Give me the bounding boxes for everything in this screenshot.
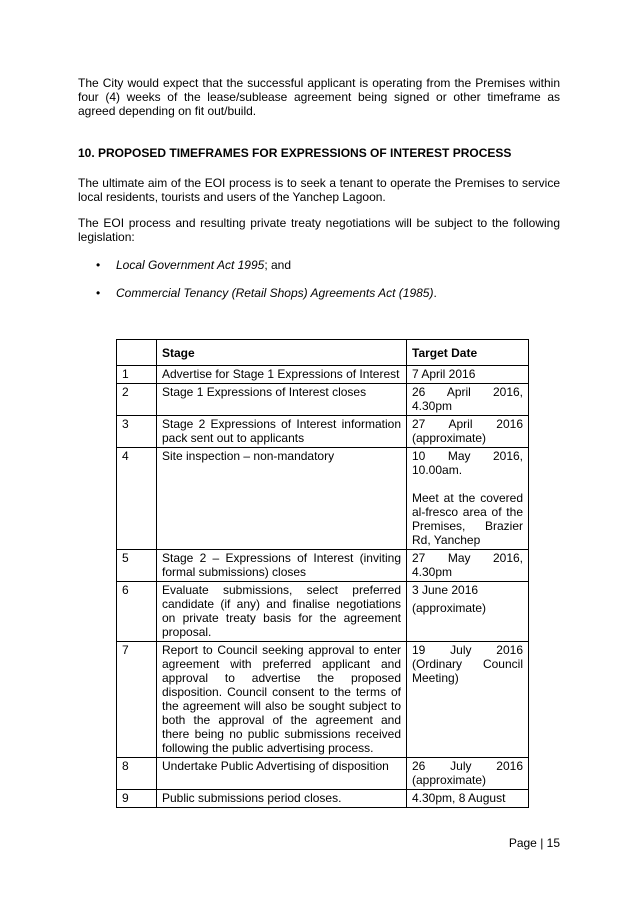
row-date: 26 July 2016 (approximate) [407,758,529,790]
row-number: 8 [117,758,157,790]
page-number: Page | 15 [508,836,560,850]
row-stage: Evaluate submissions, select preferred candidate (if any) and finalise negotiations on private treaty basis for the agreement proposal. [157,582,407,642]
row-number: 9 [117,790,157,808]
row-stage: Undertake Public Advertising of disposition [157,758,407,790]
header-stage: Stage [157,340,407,366]
row-number: 1 [117,366,157,384]
table-row [117,582,529,642]
row-date: 27 April 2016 (approximate) [407,416,529,448]
row-number: 2 [117,384,157,416]
table-row [117,790,529,808]
row-number: 5 [117,550,157,582]
aim-paragraph: The ultimate aim of the EOI process is to seek a tenant to operate the Premises to service local residents, tourists and users of the Yanchep Lagoon. [78,176,560,204]
row-stage: Public submissions period closes. [157,790,407,808]
row-stage: Site inspection – non-mandatory [157,448,407,550]
row-date: 10 May 2016, 10.00am. [412,449,523,477]
row-stage: Report to Council seeking approval to enter agreement with preferred applicant and approval to advertise the proposed disposition. Council consent to the terms of the agreement will also be sought subject to both the approval of the agreement and there being no public submissions received following the public advertising process. [157,642,407,758]
timeframes-table [116,339,529,808]
row-date-note: Meet at the covered al-fresco area of the Premises, Brazier Rd, Yanchep [412,491,523,547]
row-stage: Stage 2 – Expressions of Interest (inviting formal submissions) closes [157,550,407,582]
legislation-list [78,258,560,272]
act-title: Commercial Tenancy (Retail Shops) Agreements Act (1985) [116,286,434,300]
table-row [117,448,529,550]
legislation-paragraph: The EOI process and resulting private treaty negotiations will be subject to the following legislation: [78,216,560,244]
row-date-cell [407,448,529,550]
row-date-note: (approximate) [412,601,487,615]
bullet-icon: • [96,286,101,300]
row-date: 27 May 2016, 4.30pm [407,550,529,582]
legislation-list-2 [78,286,560,300]
list-item [78,286,560,300]
row-number: 3 [117,416,157,448]
row-number: 6 [117,582,157,642]
row-date: 19 July 2016 (Ordinary Council Meeting) [407,642,529,758]
row-date: 3 June 2016 [412,583,479,597]
row-stage: Stage 1 Expressions of Interest closes [157,384,407,416]
row-number: 7 [117,642,157,758]
bullet-icon: • [96,258,101,272]
list-item [78,258,560,272]
row-date: 26 April 2016, 4.30pm [407,384,529,416]
table-header-row [117,340,529,366]
row-stage: Stage 2 Expressions of Interest information pack sent out to applicants [157,416,407,448]
row-number: 4 [117,448,157,550]
row-date: 4.30pm, 8 August [407,790,529,808]
intro-paragraph: The City would expect that the successful applicant is operating from the Premises within four (4) weeks of the lease/sublease agreement being signed or other timeframe as agreed depending on fit out/build. [78,76,560,118]
table-row [117,550,529,582]
table-row [117,384,529,416]
header-target-date: Target Date [407,340,529,366]
table-row [117,366,529,384]
row-date-cell [407,582,529,642]
row-stage: Advertise for Stage 1 Expressions of Interest [157,366,407,384]
table-row [117,416,529,448]
act-title: Local Government Act 1995 [116,258,265,272]
act-suffix: ; and [264,258,292,272]
table-row [117,758,529,790]
header-number [117,340,157,366]
section-heading: 10. PROPOSED TIMEFRAMES FOR EXPRESSIONS OF INTEREST PROCESS [78,146,512,160]
row-date: 7 April 2016 [407,366,529,384]
table-row [117,642,529,758]
act-suffix: . [433,286,437,300]
